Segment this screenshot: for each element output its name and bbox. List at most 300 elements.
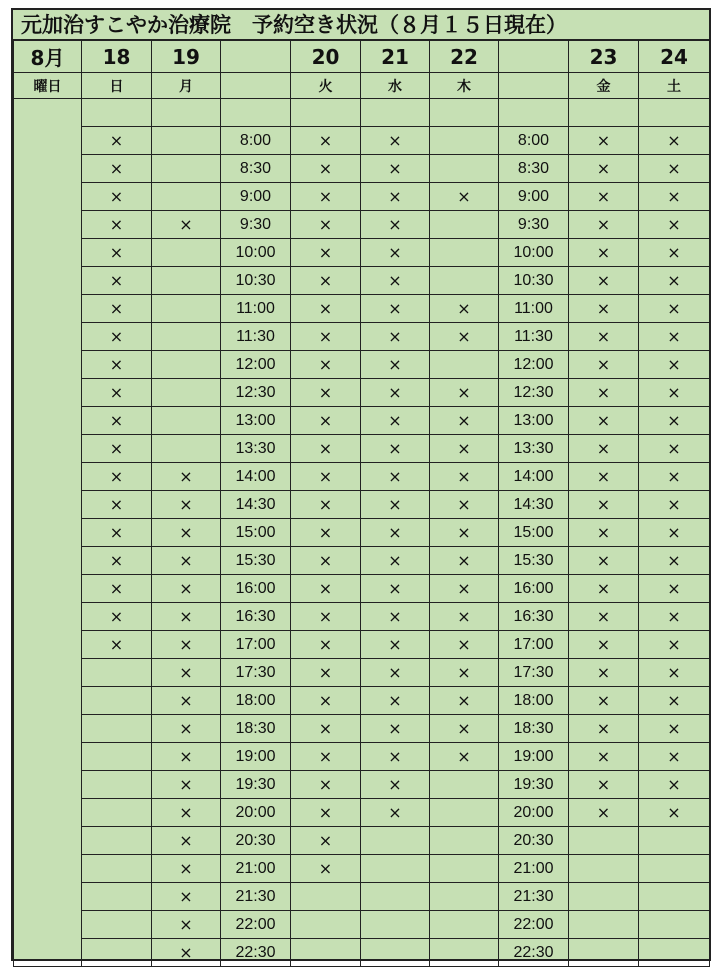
slot-cell-22 — [430, 155, 499, 183]
time-label: 22:30 — [499, 939, 569, 967]
slot-cell-24: × — [639, 547, 710, 575]
slot-cell-19: × — [152, 491, 221, 519]
slot-cell-23 — [569, 939, 639, 967]
slot-cell-20: × — [291, 183, 361, 211]
time-label: 16:30 — [499, 603, 569, 631]
slot-cell-22 — [430, 883, 499, 911]
time-slot-row — [14, 463, 710, 491]
time-label: 21:00 — [499, 855, 569, 883]
blank-cell — [499, 99, 569, 127]
slot-cell-22 — [430, 911, 499, 939]
blank-cell — [569, 99, 639, 127]
slot-cell-22: × — [430, 379, 499, 407]
slot-cell-19 — [152, 127, 221, 155]
slot-cell-22: × — [430, 547, 499, 575]
slot-cell-21: × — [361, 743, 430, 771]
slot-cell-21: × — [361, 463, 430, 491]
weekday-header — [221, 73, 291, 99]
slot-cell-18: × — [82, 407, 152, 435]
sheet-title: 元加治すこやか治療院 予約空き状況（８月１５日現在） — [13, 10, 709, 40]
slot-cell-23: × — [569, 211, 639, 239]
time-label: 20:00 — [499, 799, 569, 827]
slot-cell-22 — [430, 351, 499, 379]
time-slot-row — [14, 295, 710, 323]
time-slot-row — [14, 575, 710, 603]
time-label: 21:00 — [221, 855, 291, 883]
slot-cell-20: × — [291, 687, 361, 715]
slot-cell-23 — [569, 911, 639, 939]
slot-cell-22: × — [430, 687, 499, 715]
slot-cell-18: × — [82, 323, 152, 351]
slot-cell-18: × — [82, 463, 152, 491]
slot-cell-18 — [82, 855, 152, 883]
slot-cell-19 — [152, 155, 221, 183]
time-label: 11:30 — [499, 323, 569, 351]
slot-cell-19: × — [152, 575, 221, 603]
slot-cell-19: × — [152, 855, 221, 883]
time-label: 17:30 — [499, 659, 569, 687]
slot-cell-19 — [152, 267, 221, 295]
time-slot-row — [14, 155, 710, 183]
time-label: 18:30 — [221, 715, 291, 743]
slot-cell-21 — [361, 855, 430, 883]
slot-cell-18: × — [82, 519, 152, 547]
slot-cell-20: × — [291, 239, 361, 267]
slot-cell-24 — [639, 883, 710, 911]
slot-cell-23: × — [569, 715, 639, 743]
slot-cell-22 — [430, 211, 499, 239]
slot-cell-24: × — [639, 631, 710, 659]
slot-cell-18 — [82, 827, 152, 855]
slot-cell-19 — [152, 239, 221, 267]
slot-cell-22: × — [430, 463, 499, 491]
slot-cell-18: × — [82, 295, 152, 323]
time-label: 21:30 — [499, 883, 569, 911]
slot-cell-18 — [82, 687, 152, 715]
time-label: 8:00 — [499, 127, 569, 155]
slot-cell-19: × — [152, 211, 221, 239]
slot-cell-19: × — [152, 547, 221, 575]
time-slot-row — [14, 407, 710, 435]
slot-cell-20 — [291, 883, 361, 911]
time-label: 15:00 — [221, 519, 291, 547]
slot-cell-20: × — [291, 603, 361, 631]
slot-cell-18: × — [82, 491, 152, 519]
time-label: 15:30 — [221, 547, 291, 575]
slot-cell-20: × — [291, 855, 361, 883]
time-label: 9:00 — [499, 183, 569, 211]
time-label: 11:30 — [221, 323, 291, 351]
slot-cell-18 — [82, 743, 152, 771]
slot-cell-20: × — [291, 827, 361, 855]
slot-cell-18 — [82, 659, 152, 687]
date-header: 18 — [82, 41, 152, 73]
time-slot-row — [14, 547, 710, 575]
slot-cell-22: × — [430, 743, 499, 771]
time-slot-row — [14, 827, 710, 855]
slot-cell-23: × — [569, 519, 639, 547]
slot-cell-20: × — [291, 267, 361, 295]
slot-cell-24: × — [639, 771, 710, 799]
time-label: 13:00 — [221, 407, 291, 435]
weekday-header — [499, 73, 569, 99]
time-slot-row — [14, 771, 710, 799]
slot-cell-19: × — [152, 939, 221, 967]
slot-cell-18: × — [82, 211, 152, 239]
weekday-header: 日 — [82, 73, 152, 99]
blank-cell — [291, 99, 361, 127]
slot-cell-24 — [639, 855, 710, 883]
time-label: 12:00 — [499, 351, 569, 379]
slot-cell-23: × — [569, 351, 639, 379]
slot-cell-19: × — [152, 631, 221, 659]
time-label: 14:30 — [221, 491, 291, 519]
slot-cell-21: × — [361, 267, 430, 295]
time-label: 9:30 — [221, 211, 291, 239]
slot-cell-18 — [82, 883, 152, 911]
slot-cell-21: × — [361, 435, 430, 463]
slot-cell-21: × — [361, 547, 430, 575]
slot-cell-22: × — [430, 575, 499, 603]
slot-cell-18: × — [82, 267, 152, 295]
date-header: 20 — [291, 41, 361, 73]
slot-cell-22: × — [430, 183, 499, 211]
slot-cell-23: × — [569, 435, 639, 463]
slot-cell-22 — [430, 827, 499, 855]
slot-cell-20: × — [291, 631, 361, 659]
slot-cell-23: × — [569, 183, 639, 211]
slot-cell-20: × — [291, 351, 361, 379]
slot-cell-23: × — [569, 239, 639, 267]
slot-cell-21: × — [361, 659, 430, 687]
slot-cell-20: × — [291, 379, 361, 407]
slot-cell-24: × — [639, 659, 710, 687]
weekday-header: 火 — [291, 73, 361, 99]
time-slot-row — [14, 323, 710, 351]
time-slot-row — [14, 351, 710, 379]
slot-cell-23: × — [569, 799, 639, 827]
date-header: 23 — [569, 41, 639, 73]
slot-cell-24: × — [639, 463, 710, 491]
slot-cell-18 — [82, 939, 152, 967]
time-label: 22:00 — [499, 911, 569, 939]
slot-cell-21: × — [361, 631, 430, 659]
slot-cell-24: × — [639, 743, 710, 771]
blank-cell — [82, 99, 152, 127]
slot-cell-22: × — [430, 715, 499, 743]
slot-cell-24: × — [639, 239, 710, 267]
slot-cell-24: × — [639, 687, 710, 715]
slot-cell-21: × — [361, 603, 430, 631]
slot-cell-24: × — [639, 267, 710, 295]
slot-cell-20: × — [291, 211, 361, 239]
slot-cell-20: × — [291, 771, 361, 799]
time-slot-row — [14, 631, 710, 659]
slot-cell-23: × — [569, 631, 639, 659]
time-label: 11:00 — [221, 295, 291, 323]
slot-cell-20: × — [291, 715, 361, 743]
time-slot-row — [14, 855, 710, 883]
slot-cell-20: × — [291, 491, 361, 519]
slot-cell-21 — [361, 911, 430, 939]
time-label: 10:00 — [499, 239, 569, 267]
slot-cell-21: × — [361, 127, 430, 155]
weekday-header: 金 — [569, 73, 639, 99]
time-label: 19:00 — [499, 743, 569, 771]
slot-cell-19: × — [152, 603, 221, 631]
date-header — [221, 41, 291, 73]
slot-cell-23: × — [569, 323, 639, 351]
slot-cell-24: × — [639, 155, 710, 183]
time-label: 19:30 — [499, 771, 569, 799]
slot-cell-22: × — [430, 295, 499, 323]
slot-cell-20: × — [291, 575, 361, 603]
slot-cell-21: × — [361, 351, 430, 379]
slot-cell-24: × — [639, 603, 710, 631]
slot-cell-22 — [430, 127, 499, 155]
slot-cell-19: × — [152, 715, 221, 743]
time-label: 12:30 — [221, 379, 291, 407]
slot-cell-20: × — [291, 127, 361, 155]
slot-cell-23: × — [569, 127, 639, 155]
time-slot-row — [14, 715, 710, 743]
slot-cell-21: × — [361, 687, 430, 715]
weekday-header: 月 — [152, 73, 221, 99]
slot-cell-23: × — [569, 267, 639, 295]
time-label: 12:30 — [499, 379, 569, 407]
slot-cell-23: × — [569, 463, 639, 491]
time-label: 18:30 — [499, 715, 569, 743]
time-label: 13:30 — [499, 435, 569, 463]
slot-cell-22: × — [430, 659, 499, 687]
slot-cell-21: × — [361, 295, 430, 323]
slot-cell-21: × — [361, 155, 430, 183]
slot-cell-22 — [430, 771, 499, 799]
slot-cell-24: × — [639, 127, 710, 155]
time-label: 19:00 — [221, 743, 291, 771]
slot-cell-24: × — [639, 295, 710, 323]
slot-cell-19: × — [152, 687, 221, 715]
time-slot-row — [14, 379, 710, 407]
time-label: 19:30 — [221, 771, 291, 799]
slot-cell-19 — [152, 351, 221, 379]
slot-cell-20: × — [291, 435, 361, 463]
slot-cell-23: × — [569, 603, 639, 631]
slot-cell-22: × — [430, 407, 499, 435]
weekday-header: 木 — [430, 73, 499, 99]
time-label: 13:30 — [221, 435, 291, 463]
time-slot-row — [14, 687, 710, 715]
slot-cell-19: × — [152, 911, 221, 939]
time-slot-row — [14, 239, 710, 267]
slot-cell-18: × — [82, 575, 152, 603]
slot-cell-19 — [152, 435, 221, 463]
blank-cell — [152, 99, 221, 127]
time-label: 18:00 — [499, 687, 569, 715]
slot-cell-18: × — [82, 183, 152, 211]
slot-cell-22: × — [430, 435, 499, 463]
time-label: 10:00 — [221, 239, 291, 267]
slot-cell-23 — [569, 883, 639, 911]
slot-cell-22: × — [430, 603, 499, 631]
slot-cell-20: × — [291, 155, 361, 183]
time-slot-row — [14, 183, 710, 211]
time-label: 20:30 — [499, 827, 569, 855]
slot-cell-19: × — [152, 743, 221, 771]
time-label: 10:30 — [221, 267, 291, 295]
time-slot-row — [14, 491, 710, 519]
slot-cell-21: × — [361, 491, 430, 519]
slot-cell-21 — [361, 883, 430, 911]
time-label: 22:30 — [221, 939, 291, 967]
time-label: 21:30 — [221, 883, 291, 911]
time-label: 20:00 — [221, 799, 291, 827]
slot-cell-24 — [639, 911, 710, 939]
slot-cell-24: × — [639, 575, 710, 603]
slot-cell-19: × — [152, 659, 221, 687]
time-slot-row — [14, 127, 710, 155]
time-label: 12:00 — [221, 351, 291, 379]
time-label: 15:30 — [499, 547, 569, 575]
slot-cell-18: × — [82, 239, 152, 267]
slot-cell-19: × — [152, 883, 221, 911]
time-slot-row — [14, 435, 710, 463]
weekday-header: 水 — [361, 73, 430, 99]
slot-cell-21: × — [361, 519, 430, 547]
slot-cell-23: × — [569, 547, 639, 575]
time-label: 14:00 — [221, 463, 291, 491]
slot-cell-21: × — [361, 771, 430, 799]
time-label: 17:00 — [499, 631, 569, 659]
date-header: 24 — [639, 41, 710, 73]
slot-cell-19: × — [152, 463, 221, 491]
slot-cell-23: × — [569, 771, 639, 799]
slot-cell-23: × — [569, 407, 639, 435]
slot-cell-23: × — [569, 659, 639, 687]
slot-cell-22: × — [430, 323, 499, 351]
time-label: 9:00 — [221, 183, 291, 211]
time-slot-row — [14, 883, 710, 911]
slot-cell-21: × — [361, 407, 430, 435]
blank-row — [14, 99, 710, 127]
slot-cell-21: × — [361, 379, 430, 407]
slot-cell-19: × — [152, 771, 221, 799]
time-label: 16:00 — [499, 575, 569, 603]
slot-cell-20: × — [291, 743, 361, 771]
time-label: 10:30 — [499, 267, 569, 295]
time-label: 17:00 — [221, 631, 291, 659]
slot-cell-24 — [639, 939, 710, 967]
slot-cell-18: × — [82, 547, 152, 575]
time-label: 18:00 — [221, 687, 291, 715]
slot-cell-18 — [82, 911, 152, 939]
schedule-sheet — [11, 8, 711, 961]
time-label: 16:00 — [221, 575, 291, 603]
time-slot-row — [14, 267, 710, 295]
slot-cell-23: × — [569, 575, 639, 603]
time-slot-row — [14, 911, 710, 939]
slot-cell-21: × — [361, 799, 430, 827]
slot-cell-22 — [430, 855, 499, 883]
slot-cell-18: × — [82, 351, 152, 379]
slot-cell-23: × — [569, 687, 639, 715]
slot-cell-23: × — [569, 743, 639, 771]
slot-cell-22 — [430, 939, 499, 967]
slot-cell-20 — [291, 911, 361, 939]
slot-cell-23: × — [569, 491, 639, 519]
time-label: 15:00 — [499, 519, 569, 547]
slot-cell-18: × — [82, 603, 152, 631]
slot-cell-21 — [361, 827, 430, 855]
time-label: 14:00 — [499, 463, 569, 491]
slot-cell-21: × — [361, 575, 430, 603]
slot-cell-21 — [361, 939, 430, 967]
blank-cell — [361, 99, 430, 127]
slot-cell-20: × — [291, 463, 361, 491]
slot-cell-22: × — [430, 491, 499, 519]
slot-cell-20: × — [291, 659, 361, 687]
time-slot-row — [14, 799, 710, 827]
slot-cell-18 — [82, 799, 152, 827]
slot-cell-24: × — [639, 183, 710, 211]
slot-cell-19 — [152, 407, 221, 435]
weekday-header: 土 — [639, 73, 710, 99]
slot-cell-24: × — [639, 323, 710, 351]
slot-cell-23: × — [569, 155, 639, 183]
slot-cell-20: × — [291, 519, 361, 547]
time-slot-row — [14, 519, 710, 547]
time-label: 22:00 — [221, 911, 291, 939]
date-header — [499, 41, 569, 73]
time-slot-row — [14, 743, 710, 771]
slot-cell-20: × — [291, 547, 361, 575]
slot-cell-22 — [430, 239, 499, 267]
slot-cell-18 — [82, 771, 152, 799]
slot-cell-19 — [152, 379, 221, 407]
time-slot-row — [14, 939, 710, 967]
time-label: 9:30 — [499, 211, 569, 239]
date-header-row — [14, 41, 710, 73]
slot-cell-24: × — [639, 407, 710, 435]
availability-table — [13, 40, 710, 967]
date-header: 19 — [152, 41, 221, 73]
slot-cell-20: × — [291, 323, 361, 351]
slot-cell-24: × — [639, 519, 710, 547]
time-label: 8:30 — [499, 155, 569, 183]
blank-cell — [221, 99, 291, 127]
weekday-header-row — [14, 73, 710, 99]
slot-cell-23: × — [569, 379, 639, 407]
time-label: 8:00 — [221, 127, 291, 155]
slot-cell-23 — [569, 827, 639, 855]
slot-cell-21: × — [361, 211, 430, 239]
slot-cell-24 — [639, 827, 710, 855]
time-label: 11:00 — [499, 295, 569, 323]
slot-cell-18: × — [82, 631, 152, 659]
side-column — [14, 99, 82, 967]
time-label: 8:30 — [221, 155, 291, 183]
time-label: 13:00 — [499, 407, 569, 435]
slot-cell-19: × — [152, 827, 221, 855]
slot-cell-19: × — [152, 519, 221, 547]
slot-cell-19 — [152, 295, 221, 323]
slot-cell-24: × — [639, 435, 710, 463]
time-slot-row — [14, 603, 710, 631]
slot-cell-18: × — [82, 435, 152, 463]
slot-cell-21: × — [361, 323, 430, 351]
slot-cell-24: × — [639, 211, 710, 239]
slot-cell-24: × — [639, 351, 710, 379]
